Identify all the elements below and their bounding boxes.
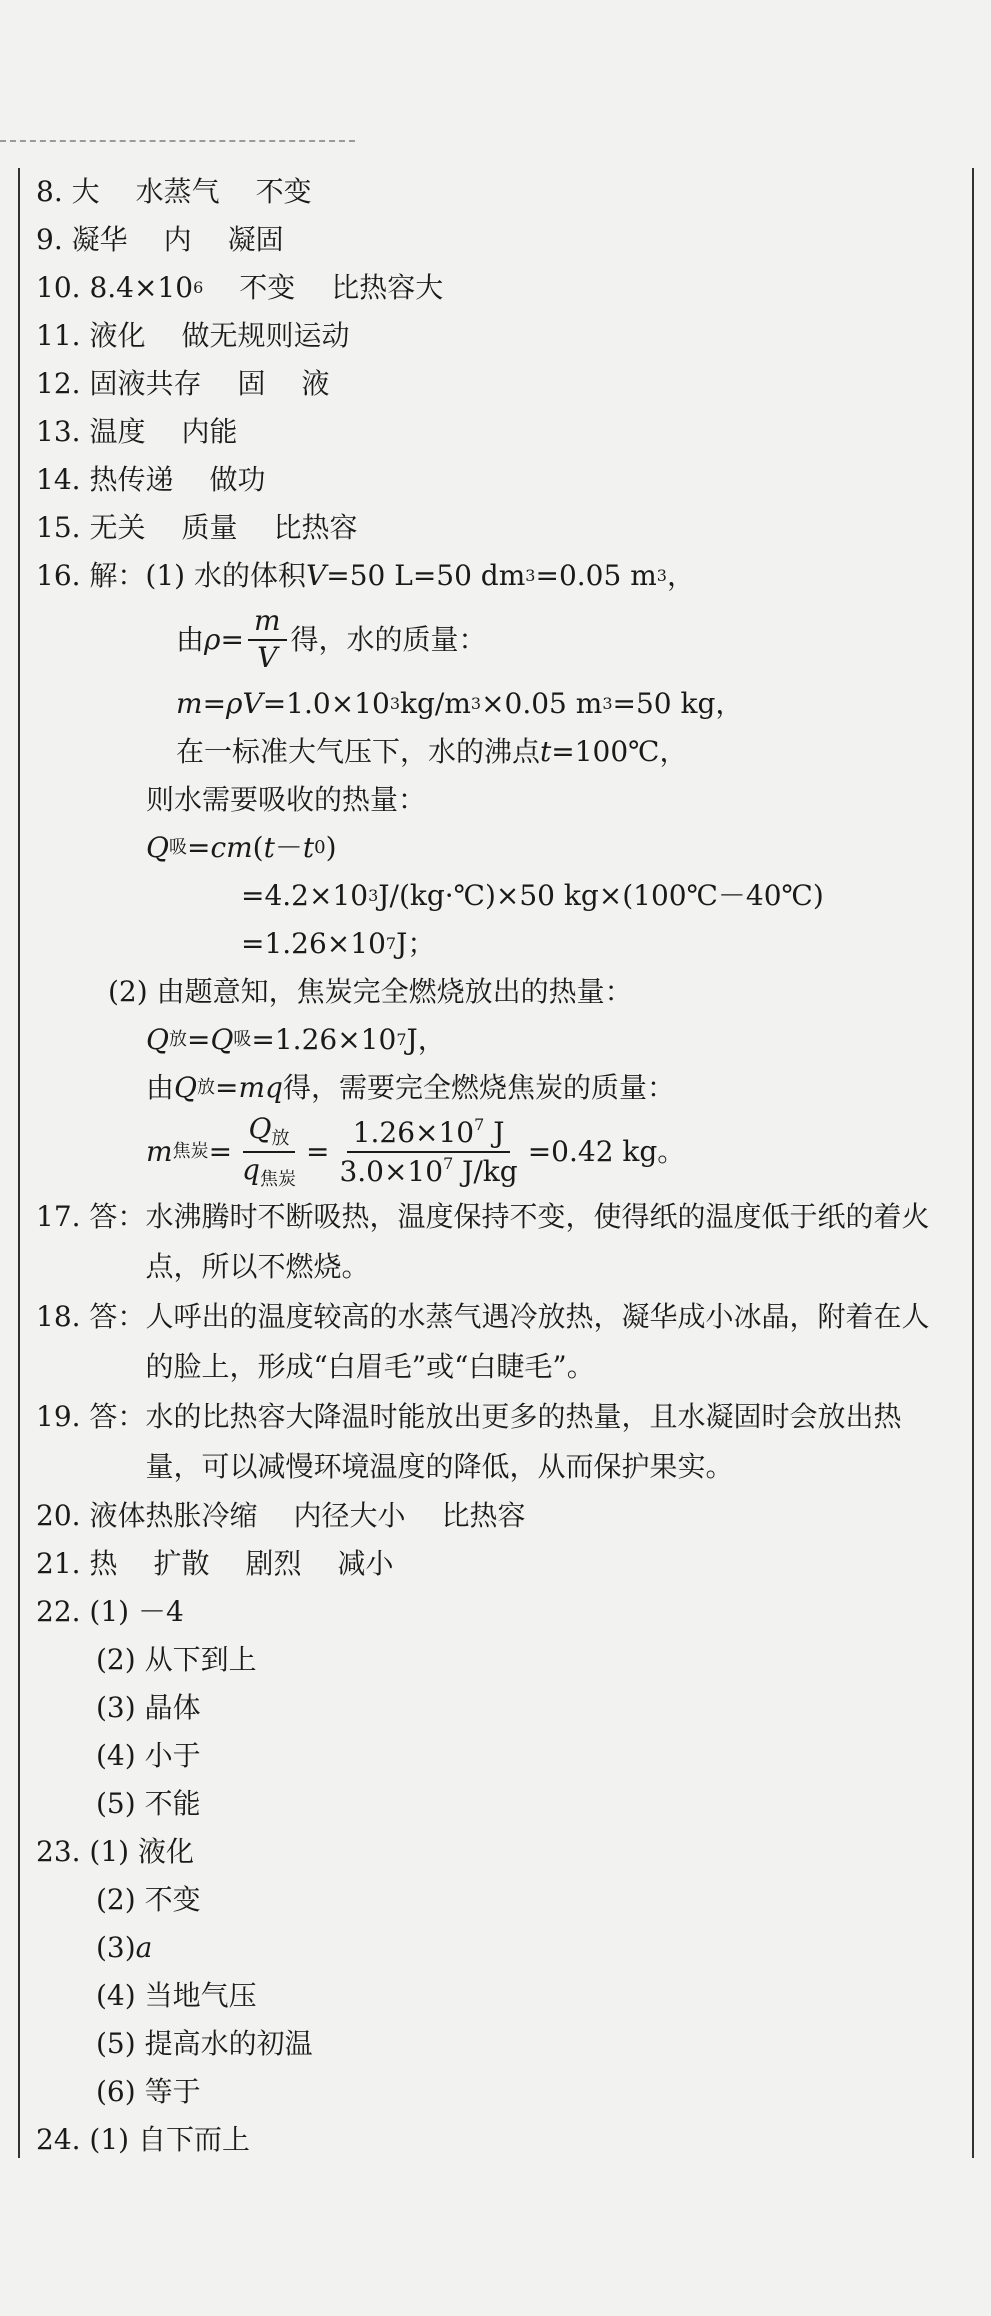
math-var: Q <box>146 831 169 864</box>
exponent: 3 <box>470 694 482 713</box>
math-var: mq <box>238 1071 283 1104</box>
answer-8 <box>36 168 956 216</box>
answer-number: 8. <box>36 175 63 208</box>
answer-16-line-7 <box>36 872 956 920</box>
answer-number: 19. 答： <box>36 1400 146 1433</box>
math-var: Q <box>146 1023 169 1056</box>
subscript: 放 <box>271 1128 290 1150</box>
answer-text: 无关 <box>89 511 146 544</box>
answer-text: 24. (1) 自下而上 <box>36 2123 250 2156</box>
answer-23-1 <box>36 1828 956 1876</box>
math-var: a <box>135 1931 153 1964</box>
numerator <box>347 1116 511 1153</box>
answer-text: 则水需要吸收的热量： <box>146 783 427 816</box>
answer-text: 内径大小 <box>293 1499 406 1532</box>
answer-16-line-5 <box>36 776 956 824</box>
answer-16-line-9 <box>36 968 956 1016</box>
answer-content <box>36 168 956 2164</box>
answer-text: = <box>214 1071 239 1104</box>
answer-text: = <box>305 1135 330 1168</box>
answer-text: － <box>274 831 303 864</box>
answer-text: 固液共存 <box>89 367 202 400</box>
left-border-line <box>18 168 20 2158</box>
math-var: ρ <box>204 623 221 656</box>
answer-9 <box>36 216 956 264</box>
answer-16-line-2 <box>36 600 956 680</box>
answer-22-5 <box>36 1780 956 1828</box>
exponent: 6 <box>193 278 204 297</box>
answer-12 <box>36 360 956 408</box>
answer-text: 16. 解：(1) 水的体积 <box>36 559 306 592</box>
subscript: 焦炭 <box>172 1141 209 1162</box>
answer-text: =1.0×10 <box>262 687 390 720</box>
answer-16-line-4 <box>36 728 956 776</box>
answer-text: 扩散 <box>153 1547 210 1580</box>
answer-text: (4) 小于 <box>96 1739 201 1772</box>
math-var: cm <box>210 831 253 864</box>
fraction-q-over-q <box>236 1114 302 1190</box>
math-var: t <box>263 831 275 864</box>
answer-text: 内 <box>163 223 192 256</box>
answer-text: 内能 <box>181 415 238 448</box>
math-var: m <box>146 1135 173 1168</box>
answer-23-4 <box>36 1972 956 2020</box>
answer-text: 3.0×10 <box>339 1155 444 1188</box>
answer-text: J， <box>406 1023 446 1056</box>
answer-16-line-11 <box>36 1064 956 1112</box>
denominator <box>236 1153 302 1190</box>
math-var: t <box>540 735 552 768</box>
answer-text: 由 <box>146 1071 175 1104</box>
answer-number: 10. <box>36 271 81 304</box>
answer-text: (6) 等于 <box>96 2075 201 2108</box>
answer-text: kg/m <box>400 687 471 720</box>
answer-21 <box>36 1540 956 1588</box>
answer-10 <box>36 264 956 312</box>
subscript: 焦炭 <box>259 1169 296 1190</box>
answer-text: 质量 <box>181 511 238 544</box>
answer-text: 温度 <box>89 415 146 448</box>
exponent: 7 <box>474 1115 485 1135</box>
answer-text: =1.26×10 <box>241 927 386 960</box>
answer-text: 固 <box>237 367 266 400</box>
answer-text: (2) 从下到上 <box>96 1643 257 1676</box>
answer-number: 14. <box>36 463 81 496</box>
answer-text: J/(kg·℃)×50 kg×(100℃－40℃) <box>378 879 824 912</box>
answer-number: 18. 答： <box>36 1300 146 1333</box>
denominator <box>333 1153 523 1188</box>
exponent: 3 <box>389 694 400 713</box>
answer-text: 做功 <box>209 463 266 496</box>
answer-16-line-8 <box>36 920 956 968</box>
answer-number: 9. <box>36 223 63 256</box>
math-var: V <box>306 559 327 592</box>
numerator <box>243 1114 296 1153</box>
answer-text: ×0.05 m <box>481 687 603 720</box>
subscript: 放 <box>196 1077 215 1098</box>
math-var: Q <box>248 1112 272 1146</box>
exponent: 7 <box>396 1030 407 1049</box>
answer-text: 比热容大 <box>331 271 444 304</box>
answer-22-2 <box>36 1636 956 1684</box>
answer-text: 减小 <box>337 1547 394 1580</box>
answer-23-2 <box>36 1876 956 1924</box>
answer-number: 13. <box>36 415 81 448</box>
answer-number: 21. <box>36 1547 81 1580</box>
answer-text: 由 <box>176 623 205 656</box>
subscript: 吸 <box>168 837 187 858</box>
answer-text: =50 kg， <box>612 687 744 720</box>
answer-14 <box>36 456 956 504</box>
subscript: 0 <box>314 837 326 858</box>
answer-text: 热 <box>89 1547 118 1580</box>
answer-22-4 <box>36 1732 956 1780</box>
denominator: V <box>257 641 278 674</box>
answer-text: 比热容 <box>273 511 358 544</box>
math-var: Q <box>174 1071 197 1104</box>
answer-text: 剧烈 <box>245 1547 302 1580</box>
answer-17 <box>36 1192 956 1292</box>
subscript: 吸 <box>233 1029 252 1050</box>
exponent: 3 <box>656 566 667 585</box>
exponent: 3 <box>525 566 536 585</box>
math-var: m <box>176 687 203 720</box>
answer-text: (5) 提高水的初温 <box>96 2027 313 2060</box>
answer-text: = <box>208 1135 233 1168</box>
exponent: 7 <box>443 1154 454 1173</box>
answer-11 <box>36 312 956 360</box>
answer-text: = <box>186 831 211 864</box>
answer-number: 20. <box>36 1499 81 1532</box>
answer-text: = <box>202 687 227 720</box>
answer-text: 大 <box>71 175 100 208</box>
math-var: Q <box>210 1023 234 1056</box>
numerator: m <box>248 606 287 641</box>
dashed-separator <box>0 140 355 142</box>
subscript: 放 <box>168 1029 187 1050</box>
answer-text: = <box>186 1023 211 1056</box>
fraction-m-over-v <box>248 606 287 674</box>
answer-text: 8.4×10 <box>89 271 194 304</box>
answer-text: 热传递 <box>89 463 174 496</box>
answer-text: ) <box>325 831 337 864</box>
answer-15 <box>36 504 956 552</box>
answer-16-line-10 <box>36 1016 956 1064</box>
answer-text: =1.26×10 <box>251 1023 397 1056</box>
answer-text: (2) 由题意知，焦炭完全燃烧放出的热量： <box>108 975 633 1008</box>
answer-19 <box>36 1392 956 1492</box>
answer-18 <box>36 1292 956 1392</box>
answer-text: (5) 不能 <box>96 1787 201 1820</box>
answer-text: (3) 晶体 <box>96 1691 201 1724</box>
math-var: q <box>242 1153 260 1186</box>
answer-text: 得，需要完全燃烧焦炭的质量： <box>282 1071 675 1104</box>
answer-text: 人呼出的温度较高的水蒸气遇冷放热，凝华成小冰晶，附着在人的脸上，形成“白眉毛”或“白睫毛”。 <box>145 1300 930 1383</box>
answer-number: 12. <box>36 367 81 400</box>
answer-23-3 <box>36 1924 956 1972</box>
answer-text: J/kg <box>453 1155 518 1188</box>
right-border-line <box>972 168 974 2158</box>
answer-text: =50 L=50 dm <box>326 559 526 592</box>
answer-text: 做无规则运动 <box>181 319 350 352</box>
answer-23-6 <box>36 2068 956 2116</box>
answer-text: = <box>220 623 244 656</box>
answer-text: 凝固 <box>227 223 284 256</box>
answer-text: (4) 当地气压 <box>96 1979 257 2012</box>
fraction-numeric <box>333 1116 523 1188</box>
answer-text: 1.26×10 <box>352 1116 475 1150</box>
answer-number: 17. 答： <box>36 1200 146 1233</box>
answer-text: =0.05 m <box>535 559 657 592</box>
answer-22-3 <box>36 1684 956 1732</box>
answer-text: 23. (1) 液化 <box>36 1835 194 1868</box>
answer-text: (3) <box>96 1931 136 1964</box>
answer-text: 水沸腾时不断吸热，温度保持不变，使得纸的温度低于纸的着火点，所以不燃烧。 <box>145 1200 930 1283</box>
math-var: ρV <box>226 687 263 720</box>
math-var: t <box>302 831 315 864</box>
answer-text: 水蒸气 <box>135 175 220 208</box>
exponent: 3 <box>368 886 379 905</box>
answer-22-1 <box>36 1588 956 1636</box>
answer-text: 22. (1) －4 <box>36 1595 184 1628</box>
answer-13 <box>36 408 956 456</box>
answer-text: 得，水的质量： <box>290 623 487 656</box>
answer-text: =0.42 kg。 <box>527 1135 686 1168</box>
answer-text: 比热容 <box>441 1499 526 1532</box>
answer-text: 水的比热容大降温时能放出更多的热量，且水凝固时会放出热量，可以减慢环境温度的降低，从而保护果实。 <box>145 1400 902 1483</box>
answer-text: 凝华 <box>71 223 128 256</box>
exponent: 7 <box>385 934 397 953</box>
answer-text: 在一标准大气压下，水的沸点 <box>176 735 541 768</box>
answer-23-5 <box>36 2020 956 2068</box>
exponent: 3 <box>602 694 613 713</box>
answer-text: =100℃， <box>551 735 688 768</box>
answer-text: (2) 不变 <box>96 1883 201 1916</box>
answer-text: 液体热胀冷缩 <box>89 1499 258 1532</box>
answer-24-1 <box>36 2116 956 2164</box>
answer-16-line-1 <box>36 552 956 600</box>
answer-text: ， <box>666 559 695 592</box>
answer-16-line-12 <box>36 1112 956 1192</box>
answer-number: 11. <box>36 319 81 352</box>
answer-text: J <box>484 1116 505 1150</box>
answer-20 <box>36 1492 956 1540</box>
answer-text: 液 <box>301 367 330 400</box>
answer-text: 不变 <box>255 175 312 208</box>
answer-text: =4.2×10 <box>241 879 369 912</box>
answer-text: ( <box>252 831 264 864</box>
answer-number: 15. <box>36 511 81 544</box>
answer-text: 不变 <box>239 271 296 304</box>
answer-text: J； <box>396 927 436 960</box>
answer-16-line-3 <box>36 680 956 728</box>
answer-16-line-6 <box>36 824 956 872</box>
answer-text: 液化 <box>89 319 146 352</box>
